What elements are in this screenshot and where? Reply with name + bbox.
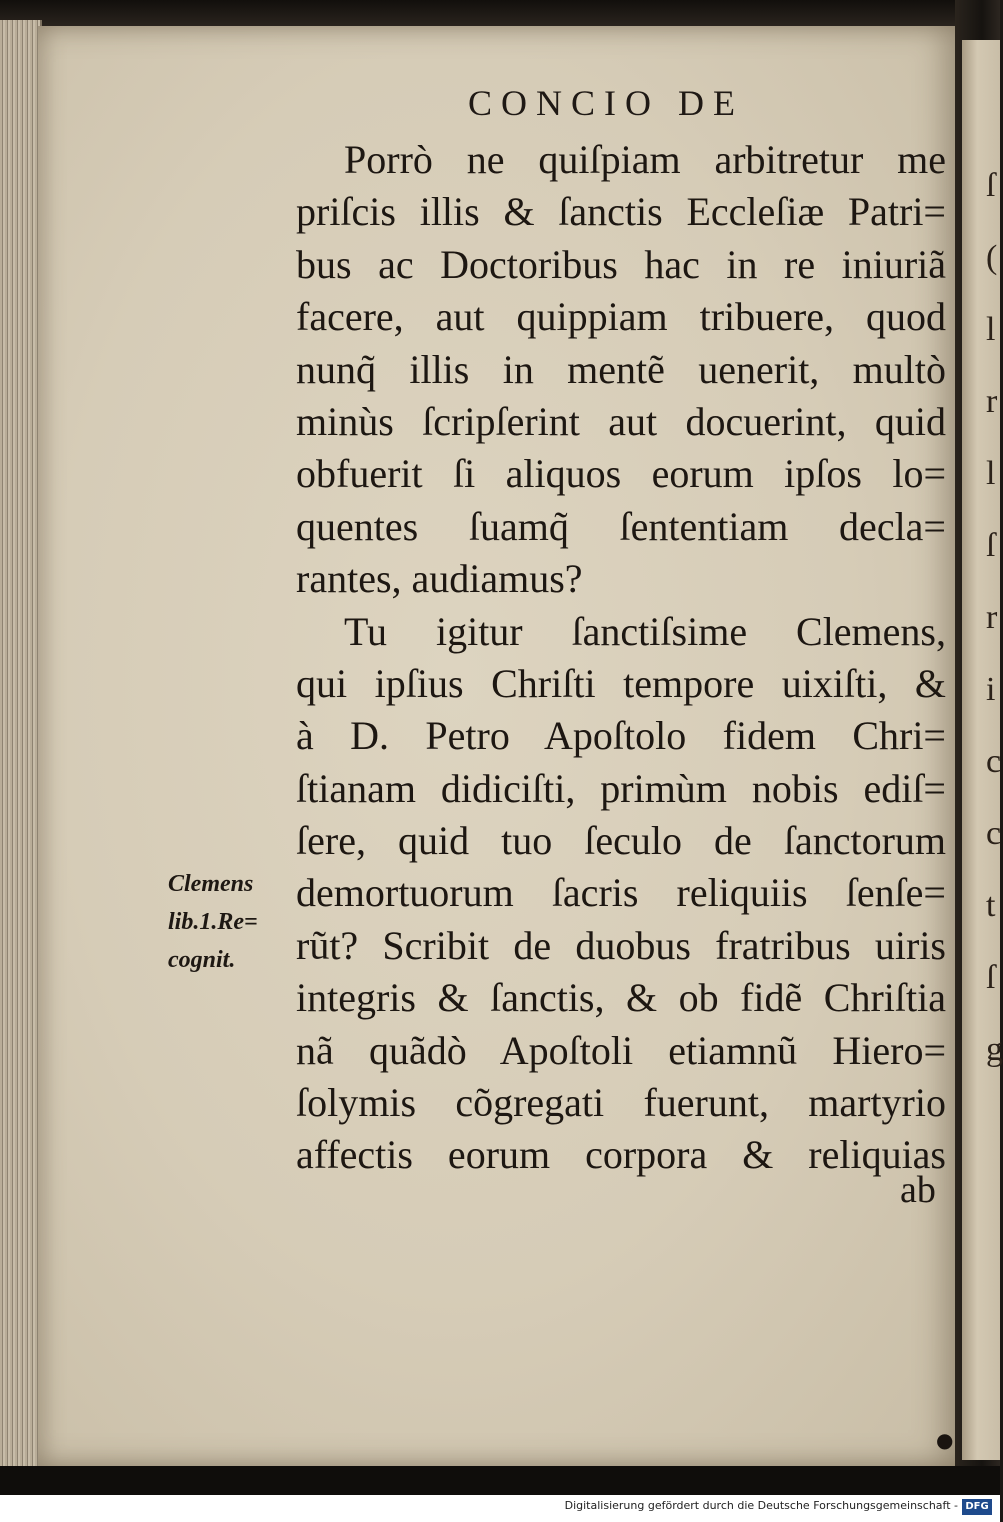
marginal-note-line: cognit. [168, 947, 236, 973]
text-line: integris & ſanctis, & ob fidẽ Chriſtia [296, 975, 946, 1021]
text-line: rũt? Scribit de duobus fratribus uiris [296, 922, 946, 968]
body-text [296, 134, 946, 1182]
facing-page-glyph: ( [986, 239, 998, 276]
facing-page-glyph: t [986, 887, 996, 924]
footer-credit: Digitalisierung gefördert durch die Deutsche Forschungsgemeinschaft - [564, 1499, 958, 1512]
facing-page-glyph: ſ [986, 959, 996, 996]
book-cover-top [0, 0, 1000, 28]
facing-page-glyph: l [986, 455, 996, 492]
marginal-note-line: lib.1.Re= [168, 909, 258, 935]
catchword: ab [900, 1169, 936, 1211]
text-line: qui ipſius Chriſti tempore uixiſti, & [296, 660, 946, 706]
text-line: bus ac Doctoribus hac in re iniuriã [296, 241, 946, 287]
text-line: à D. Petro Apoſtolo fidem Chri= [296, 713, 946, 759]
text-line: nunq̃ illis in mentẽ uenerit, multò [296, 346, 946, 392]
text-line: Tu igitur ſanctiſsime Clemens, [344, 608, 946, 654]
text-line: ſtianam didiciſti, primùm nobis ediſ= [296, 765, 946, 811]
text-line: quentes ſuamq̃ ſententiam decla= [296, 503, 946, 549]
facing-page-glyph: g [986, 1031, 1003, 1068]
text-line: obfuerit ſi aliquos eorum ipſos lo= [296, 451, 946, 497]
scan-bottom-band [0, 1466, 1000, 1495]
facing-page-glyph: r [986, 599, 998, 636]
text-line: minùs ſcripſerint aut docuerint, quid [296, 398, 946, 444]
text-line: rantes, audiamus? [296, 556, 583, 602]
marginal-note [168, 865, 293, 979]
text-line: Porrò ne quiſpiam arbitretur me [344, 137, 946, 182]
dfg-logo: DFG [962, 1499, 992, 1515]
ink-mark: ● [936, 1428, 954, 1452]
page-edges [0, 20, 42, 1470]
facing-page-glyph: r [986, 383, 998, 420]
facing-page-glyph: l [986, 311, 996, 348]
text-line: facere, aut quippiam tribuere, quod [296, 294, 946, 340]
facing-page-fragments [986, 40, 1003, 1460]
running-head: CONCIO DE [468, 83, 744, 123]
facing-page-glyph: c [986, 743, 1002, 780]
facing-page-glyph: i [986, 671, 996, 708]
facing-page-glyph: ſ [986, 167, 996, 204]
marginal-note-line: Clemens [168, 871, 254, 897]
text-line: ſolymis cõgregati fuerunt, martyrio [296, 1080, 946, 1126]
text-line: affectis eorum corpora & reliquias [296, 1132, 946, 1178]
facing-page-glyph: ſ [986, 527, 996, 564]
text-line: nã quãdò Apoſtoli etiamnũ Hiero= [296, 1027, 946, 1073]
text-line: demortuorum ſacris reliquiis ſenſe= [296, 870, 946, 916]
footer-bar [0, 1495, 1000, 1522]
text-line: ſere, quid tuo ſeculo de ſanctorum [296, 818, 946, 864]
facing-page-glyph: c [986, 815, 1002, 852]
text-line: priſcis illis & ſanctis Eccleſiæ Patri= [296, 189, 946, 235]
